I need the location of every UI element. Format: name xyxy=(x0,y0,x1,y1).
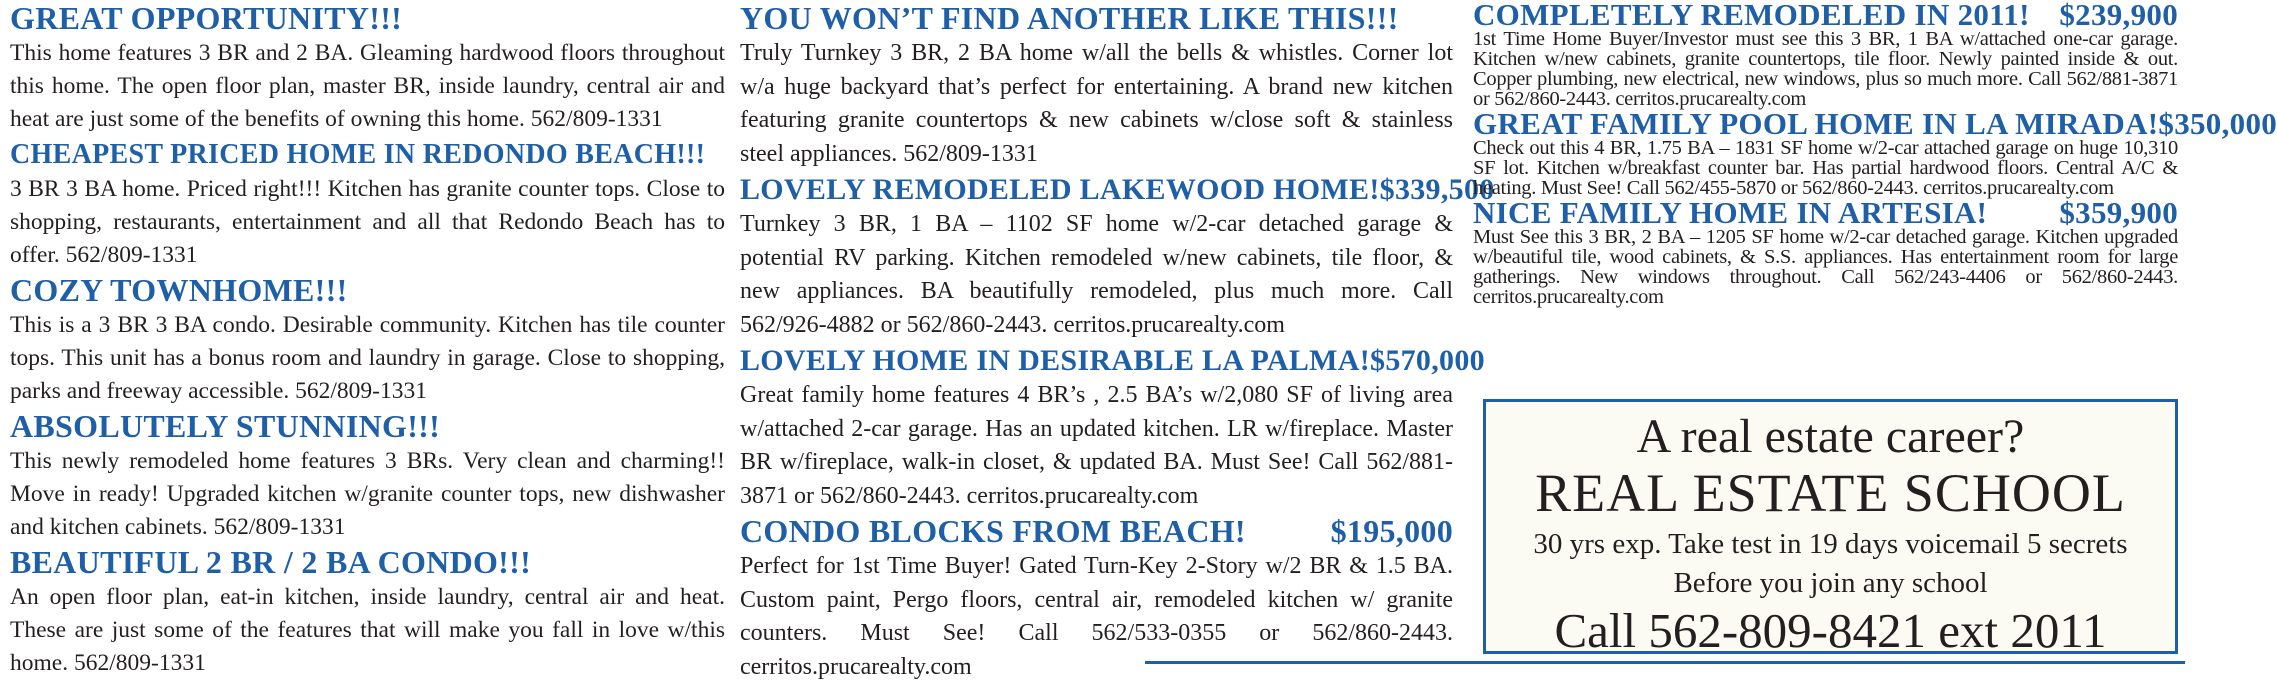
listing xyxy=(740,171,1495,342)
listing-title: CONDO BLOCKS FROM BEACH! xyxy=(740,513,1246,549)
ad-line-experience: 30 yrs exp. Take test in 19 days voicemail 5 secrets xyxy=(1533,528,2128,560)
listing-title: NICE FAMILY HOME IN ARTESIA! xyxy=(1473,195,1988,230)
listing xyxy=(1473,0,2178,109)
listing-body: Perfect for 1st Time Buyer! Gated Turn-Key 2-Story w/2 BR & 1.5 BA. Custom paint, Pergo floors, central air, remodeled kitchen w/ granite counters. Must See! Call 562/533-0355 or 562/860-2443. cerritos.prucarealty.com xyxy=(740,553,1453,680)
listing xyxy=(10,408,725,544)
listing-title: CHEAPEST PRICED HOME IN REDONDO BEACH!!! xyxy=(10,139,706,170)
listing xyxy=(740,513,1453,684)
listing-header xyxy=(1473,106,2277,141)
listing xyxy=(1473,106,2277,199)
bottom-divider xyxy=(1145,661,2185,664)
listing-title: GREAT OPPORTUNITY!!! xyxy=(10,0,403,36)
listing-body: Truly Turnkey 3 BR, 2 BA home w/all the bells & whistles. Corner lot w/a huge backyard that’s perfect for entertaining. A brand new kitchen featuring granite countertops & new cabinets w/close soft & stainless steel appliances. 562/809-1331 xyxy=(740,40,1453,167)
listing-header xyxy=(1473,195,2178,230)
listing-title: GREAT FAMILY POOL HOME IN LA MIRADA! xyxy=(1473,106,2159,141)
listing-title: COZY TOWNHOME!!! xyxy=(10,272,348,308)
listing-header xyxy=(740,342,1485,379)
listing-body: Must See this 3 BR, 2 BA – 1205 SF home w/2-car detached garage. Kitchen upgraded w/beautiful tile, wood cabinets, & S.S. appliances. Has entertainment room for large gatherings. New windows throughout. Call 562/243-4406 or 562/860-2443. cerritos.prucarealty.com xyxy=(1473,226,2178,308)
listing-title: COMPLETELY REMODELED IN 2011! xyxy=(1473,0,2030,32)
listing-body: 1st Time Home Buyer/Investor must see this 3 BR, 1 BA w/attached one-car garage. Kitchen w/new cabinets, granite countertops, tile floor. Newly painted inside & out. Copper plumbing, new electrical, new windows, plus so much more. Call 562/881-3871 or 562/860-2443. cerritos.prucarealty.com xyxy=(1473,28,2178,110)
listing-price: $239,900 xyxy=(2059,0,2178,32)
listing xyxy=(740,342,1485,513)
ad-line-before: Before you join any school xyxy=(1673,567,1988,599)
listing-body: Great family home features 4 BR’s , 2.5 BA’s w/2,080 SF of living area w/attached 2-car garage. Has an updated kitchen. LR w/fireplace. Master BR w/fireplace, walk-in closet, & updated BA. Must See! Call 562/881-3871 or 562/860-2443. cerritos.prucarealty.com xyxy=(740,382,1453,509)
listing-body: Turnkey 3 BR, 1 BA – 1102 SF home w/2-car detached garage & potential RV parking. Kitchen remodeled w/new cabinets, tile floor, & new appliances. BA beautifully remodeled, plus much more. Call 562/926-4882 or 562/860-2443. cerritos.prucarealty.com xyxy=(740,211,1453,338)
listing-price: $570,000 xyxy=(1370,344,1485,377)
listing-header xyxy=(740,513,1453,550)
listing-price: $359,900 xyxy=(2059,195,2178,230)
listing-header xyxy=(740,0,1453,37)
listing xyxy=(10,136,725,272)
listing-body: This home features 3 BR and 2 BA. Gleaming hardwood floors throughout this home. The open floor plan, master BR, inside laundry, central air and heat are just some of the benefits of owning this home. 562/809-1331 xyxy=(10,40,725,132)
listing xyxy=(1473,195,2178,308)
listing-body: This newly remodeled home features 3 BRs. Very clean and charming!! Move in ready! Upgraded kitchen w/granite counter tops, new dishwasher and kitchen cabinets. 562/809-1331 xyxy=(10,448,725,540)
listing-body: Check out this 4 BR, 1.75 BA – 1831 SF home w/2-car attached garage on huge 10,310 SF lot. Kitchen w/breakfast counter bar. Has partial hardwood floors. Central A/C & heating. Must See! Call 562/455-5870 or 562/860-2443. cerritos.prucarealty.com xyxy=(1473,137,2178,199)
listing-body: 3 BR 3 BA home. Priced right!!! Kitchen has granite counter tops. Close to shopping, restaurants, entertainment and all that Redondo Beach has to offer. 562/809-1331 xyxy=(10,176,725,268)
listing-header xyxy=(1473,0,2178,32)
listing-title: LOVELY REMODELED LAKEWOOD HOME! xyxy=(740,173,1380,206)
listing-title: YOU WON’T FIND ANOTHER LIKE THIS!!! xyxy=(740,0,1399,36)
listing-body: An open floor plan, eat-in kitchen, inside laundry, central air and heat. These are just some of the features that will make you fall in love w/this home. 562/809-1331 xyxy=(10,584,725,676)
listing-price: $350,000 xyxy=(2158,106,2277,141)
listing xyxy=(10,272,725,408)
listing xyxy=(10,544,725,680)
listing-title: ABSOLUTELY STUNNING!!! xyxy=(10,408,441,444)
listing-column-1 xyxy=(10,0,725,680)
ad-line-school: REAL ESTATE SCHOOL xyxy=(1535,463,2126,523)
listing-column-2 xyxy=(740,0,1495,684)
school-ad-box xyxy=(1483,399,2178,658)
listing-column-3 xyxy=(1473,0,2277,308)
ad-line-phone: Call 562-809-8421 ext 2011 xyxy=(1554,603,2107,658)
listing-body: This is a 3 BR 3 BA condo. Desirable community. Kitchen has tile counter tops. This unit has a bonus room and laundry in garage. Close to shopping, parks and freeway accessible. 562/809-1331 xyxy=(10,312,725,404)
listing-header xyxy=(740,171,1495,208)
listing xyxy=(10,0,725,136)
listing-price: $339,500 xyxy=(1379,173,1495,206)
ad-line-career: A real estate career? xyxy=(1636,410,2025,463)
listing-price: $195,000 xyxy=(1330,513,1453,549)
listing xyxy=(740,0,1453,171)
listing-title: BEAUTIFUL 2 BR / 2 BA CONDO!!! xyxy=(10,544,532,580)
listing-title: LOVELY HOME IN DESIRABLE LA PALMA! xyxy=(740,344,1371,377)
